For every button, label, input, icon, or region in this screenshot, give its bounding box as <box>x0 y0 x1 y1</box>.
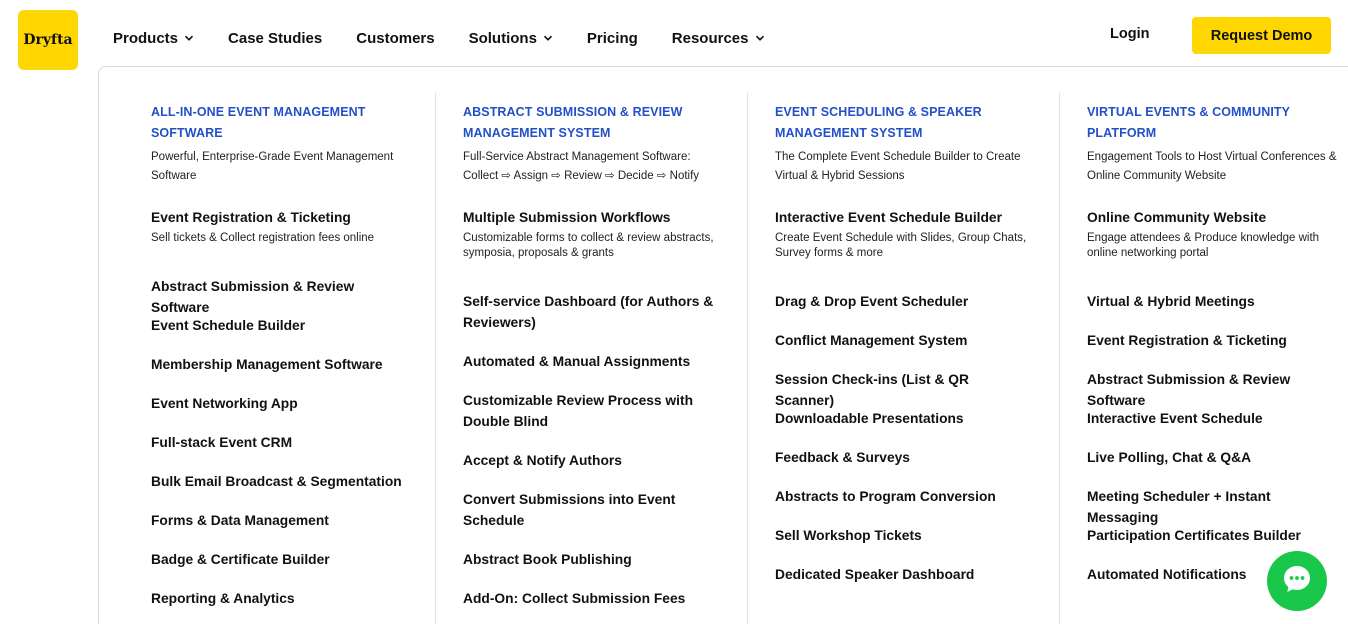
nav-pricing-label: Pricing <box>586 29 638 47</box>
dryfta-logo[interactable] <box>18 10 78 70</box>
nav-solutions-label: Solutions <box>468 29 537 47</box>
menu-item[interactable] <box>151 588 405 609</box>
chevron-down-icon <box>755 33 765 43</box>
menu-item-title: Interactive Event Schedule Builder <box>775 210 1002 225</box>
menu-item-title: Drag & Drop Event Scheduler <box>775 294 969 309</box>
menu-item[interactable] <box>1087 207 1341 261</box>
logo-text: Dryfta <box>23 32 73 48</box>
menu-item[interactable] <box>1087 408 1341 429</box>
menu-item-title: Add-On: Collect Submission Fees <box>463 591 686 606</box>
menu-item-title: Self-service Dashboard (for Authors & Reviewers) <box>463 294 714 330</box>
category-description: Powerful, Enterprise-Grade Event Management Software <box>151 151 394 182</box>
menu-item-title: Abstract Submission & Review Software <box>1087 372 1291 408</box>
menu-item-title: Multiple Submission Workflows <box>463 210 671 225</box>
menu-item[interactable] <box>775 564 1029 585</box>
menu-item-title: Bulk Email Broadcast & Segmentation <box>151 474 402 489</box>
menu-item[interactable] <box>151 276 405 318</box>
menu-item[interactable] <box>151 471 405 492</box>
main-nav <box>113 27 765 49</box>
nav-resources[interactable] <box>672 30 765 47</box>
category-title[interactable]: ABSTRACT SUBMISSION & REVIEW MANAGEMENT SYSTEM <box>463 105 683 140</box>
column-header <box>1087 102 1347 186</box>
menu-item-title: Reporting & Analytics <box>151 591 295 606</box>
menu-item[interactable] <box>151 393 405 414</box>
menu-item[interactable] <box>775 291 1029 312</box>
menu-item[interactable] <box>775 525 1029 546</box>
nav-customers[interactable] <box>356 30 434 47</box>
menu-item[interactable] <box>1087 525 1341 546</box>
menu-item-description: Create Event Schedule with Slides, Group Chats, Survey forms & more <box>775 232 1027 259</box>
chevron-down-icon <box>543 33 553 43</box>
menu-item-title: Online Community Website <box>1087 210 1267 225</box>
category-description: The Complete Event Schedule Builder to Create Virtual & Hybrid Sessions <box>775 151 1021 182</box>
menu-item[interactable] <box>151 432 405 453</box>
menu-item-title: Downloadable Presentations <box>775 411 964 426</box>
menu-column-event-management <box>99 92 411 624</box>
menu-item-title: Session Check-ins (List & QR Scanner) <box>775 372 969 408</box>
menu-item[interactable] <box>151 549 405 570</box>
menu-item-description: Customizable forms to collect & review abstracts, symposia, proposals & grants <box>463 232 714 259</box>
category-title[interactable]: ALL-IN-ONE EVENT MANAGEMENT SOFTWARE <box>151 105 366 140</box>
menu-item[interactable] <box>463 450 717 471</box>
menu-item[interactable] <box>775 408 1029 429</box>
nav-customers-label: Customers <box>356 29 435 47</box>
menu-item[interactable] <box>1087 369 1341 411</box>
nav-products[interactable] <box>113 30 194 47</box>
menu-item-title: Abstract Submission & Review Software <box>151 279 355 315</box>
category-description: Full-Service Abstract Management Software: Collect ⇨ Assign ⇨ Review ⇨ Decide ⇨ Notify <box>463 151 700 182</box>
products-mega-menu <box>98 66 1348 624</box>
menu-item[interactable] <box>463 390 717 432</box>
menu-item-title: Sell Workshop Tickets <box>775 528 922 543</box>
menu-item-title: Automated & Manual Assignments <box>463 354 691 369</box>
menu-item[interactable] <box>1087 330 1341 351</box>
menu-item-title: Virtual & Hybrid Meetings <box>1087 294 1255 309</box>
menu-item-title: Convert Submissions into Event Schedule <box>463 492 676 528</box>
menu-item[interactable] <box>151 207 405 246</box>
menu-item-title: Event Schedule Builder <box>151 318 306 333</box>
menu-column-abstract-management <box>411 92 723 624</box>
nav-case-studies[interactable] <box>228 30 322 47</box>
menu-item-title: Event Registration & Ticketing <box>1087 333 1287 348</box>
menu-item[interactable] <box>151 354 405 375</box>
nav-resources-label: Resources <box>671 29 749 47</box>
menu-item[interactable] <box>775 330 1029 351</box>
menu-item-title: Abstract Book Publishing <box>463 552 632 567</box>
menu-item-title: Membership Management Software <box>151 357 383 372</box>
menu-item[interactable] <box>463 351 717 372</box>
menu-item-title: Event Registration & Ticketing <box>151 210 351 225</box>
category-description: Engagement Tools to Host Virtual Conferences & Online Community Website <box>1087 151 1337 182</box>
request-demo-button[interactable]: Request Demo <box>1192 17 1331 54</box>
menu-item[interactable] <box>151 510 405 531</box>
column-header <box>775 102 1035 186</box>
column-header <box>151 102 411 186</box>
menu-item-title: Conflict Management System <box>775 333 968 348</box>
menu-item[interactable] <box>775 207 1029 261</box>
menu-item-title: Dedicated Speaker Dashboard <box>775 567 975 582</box>
menu-item-title: Badge & Certificate Builder <box>151 552 330 567</box>
menu-item-title: Automated Notifications <box>1087 567 1247 582</box>
menu-item-title: Abstracts to Program Conversion <box>775 489 996 504</box>
column-header <box>463 102 723 186</box>
menu-item[interactable] <box>463 489 717 531</box>
menu-item-title: Feedback & Surveys <box>775 450 910 465</box>
nav-case-studies-label: Case Studies <box>228 29 323 47</box>
menu-item[interactable] <box>463 207 717 261</box>
menu-item[interactable] <box>1087 447 1341 468</box>
menu-item[interactable] <box>1087 291 1341 312</box>
menu-item-title: Interactive Event Schedule <box>1087 411 1263 426</box>
menu-item[interactable] <box>775 447 1029 468</box>
menu-item[interactable] <box>463 549 717 570</box>
menu-item-title: Forms & Data Management <box>151 513 329 528</box>
nav-products-label: Products <box>113 29 179 47</box>
login-link[interactable]: Login <box>1110 26 1150 42</box>
nav-pricing[interactable] <box>587 30 638 47</box>
menu-item[interactable] <box>775 486 1029 507</box>
menu-item[interactable] <box>1087 486 1341 528</box>
category-title[interactable]: VIRTUAL EVENTS & COMMUNITY PLATFORM <box>1087 105 1290 140</box>
nav-solutions[interactable] <box>469 30 553 47</box>
menu-item-description: Sell tickets & Collect registration fees online <box>151 232 375 244</box>
menu-item-description: Engage attendees & Produce knowledge with online networking portal <box>1087 232 1320 259</box>
menu-item-title: Live Polling, Chat & Q&A <box>1087 450 1252 465</box>
chat-launcher-button[interactable] <box>1267 551 1327 611</box>
menu-item-title: Customizable Review Process with Double Blind <box>463 393 694 429</box>
menu-item[interactable] <box>151 315 405 336</box>
menu-item-title: Full-stack Event CRM <box>151 435 293 450</box>
chat-bubble-icon <box>1280 562 1314 601</box>
menu-item[interactable] <box>463 588 717 609</box>
category-title[interactable]: EVENT SCHEDULING & SPEAKER MANAGEMENT SYSTEM <box>775 105 982 140</box>
menu-item-title: Participation Certificates Builder <box>1087 528 1301 543</box>
menu-item[interactable] <box>463 291 717 333</box>
menu-column-virtual-events <box>1035 92 1347 624</box>
menu-column-event-scheduling <box>723 92 1035 624</box>
menu-item[interactable] <box>775 369 1029 411</box>
menu-item-title: Event Networking App <box>151 396 298 411</box>
chevron-down-icon <box>184 33 194 43</box>
menu-item-title: Accept & Notify Authors <box>463 453 622 468</box>
menu-item-title: Meeting Scheduler + Instant Messaging <box>1087 489 1271 525</box>
